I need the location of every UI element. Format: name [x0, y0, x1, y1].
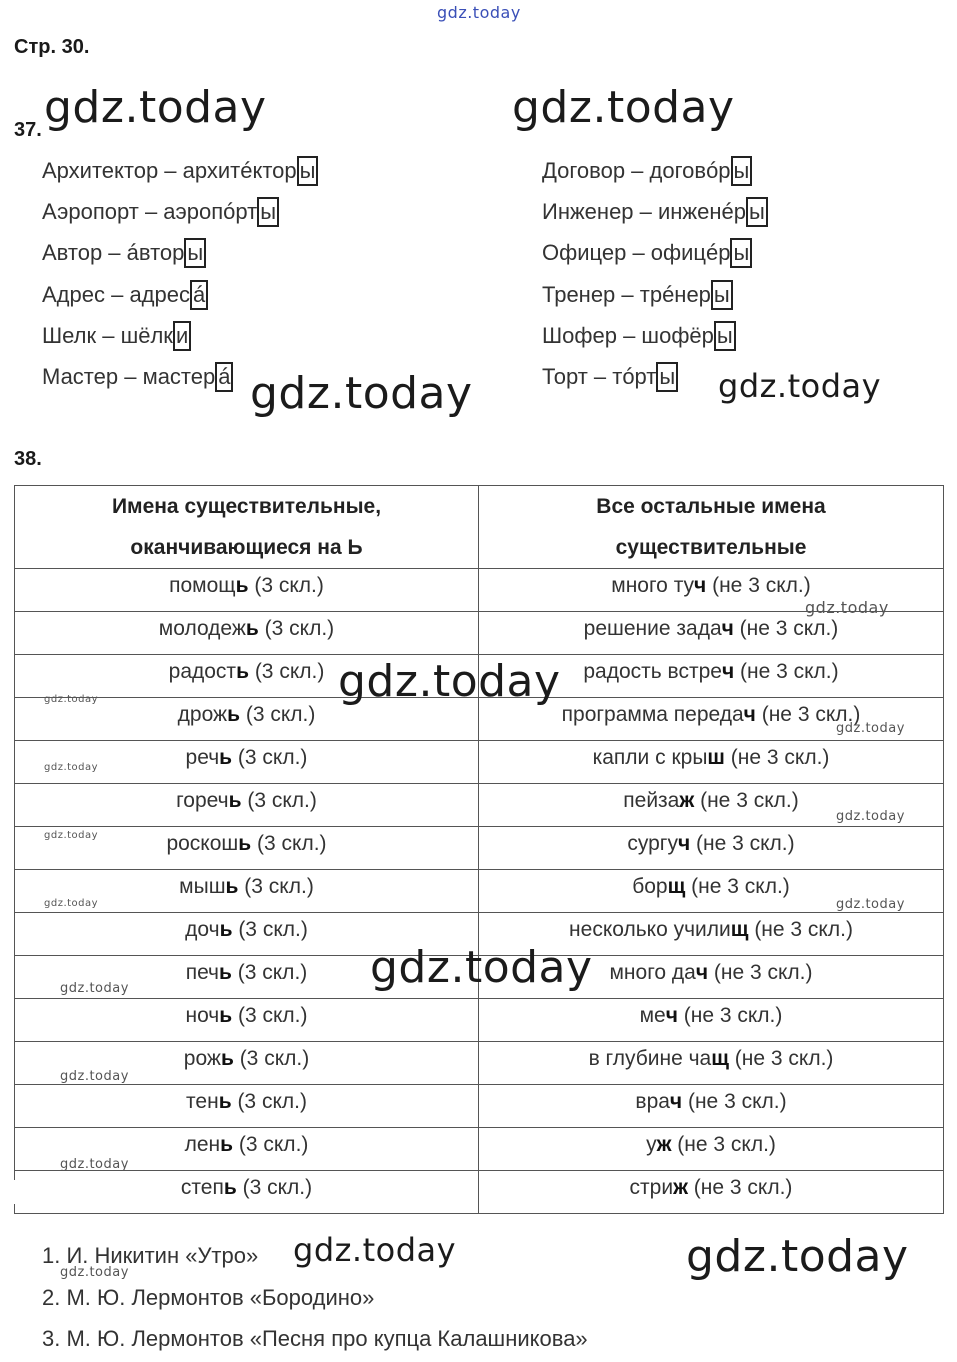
highlighted-letter: ч — [721, 660, 735, 683]
watermark-large: gdz.today — [512, 82, 735, 133]
highlighted-letter: ч — [669, 1090, 683, 1113]
literature-item-1: 1. И. Никитин «Утро» — [42, 1243, 259, 1268]
highlighted-letter: ж — [656, 1133, 672, 1156]
ending-box: á — [215, 362, 233, 392]
highlighted-letter: ь — [219, 918, 233, 941]
cell-text: лен — [184, 1133, 221, 1156]
cell-text: (не 3 скл.) — [690, 832, 795, 855]
table-row — [15, 827, 944, 870]
watermark-large: gdz.today — [250, 368, 473, 419]
cell-text: гореч — [176, 789, 229, 812]
watermark-large: gdz.today — [686, 1231, 909, 1282]
ending-box: ы — [714, 321, 736, 351]
cell-text: много да — [609, 961, 696, 984]
highlighted-letter: щ — [730, 918, 749, 941]
word-pair — [542, 362, 678, 392]
word-pair-text: Офицер – офицéр — [542, 240, 731, 266]
table-row — [15, 1171, 944, 1214]
cell-text: молодеж — [158, 617, 246, 640]
cell-text: (3 скл.) — [248, 574, 324, 597]
highlighted-letter: ч — [677, 832, 691, 855]
watermark-small: gdz.today — [836, 897, 905, 912]
cell-text: много ту — [611, 574, 695, 597]
header-line: оканчивающиеся на Ь — [130, 536, 363, 559]
ending-box: ы — [731, 156, 753, 186]
table-cell — [15, 999, 479, 1042]
cell-text: ме — [639, 1004, 666, 1027]
table-row — [15, 1042, 944, 1085]
highlighted-letter: ь — [219, 746, 233, 769]
cell-text: несколько учили — [569, 918, 731, 941]
table-row — [15, 741, 944, 784]
table-cell — [479, 612, 944, 655]
cell-text: программа переда — [561, 703, 744, 726]
highlighted-letter: ь — [219, 961, 232, 984]
cell-text: радост — [168, 660, 237, 683]
table-cell — [479, 1085, 944, 1128]
column-header-soft-sign — [15, 486, 479, 569]
ending-box: ы — [746, 197, 768, 227]
cell-text: рож — [183, 1047, 221, 1070]
watermark-small: gdz.today — [805, 598, 889, 617]
highlighted-letter: ь — [223, 1176, 237, 1199]
literature-item-3: 3. М. Ю. Лермонтов «Песня про купца Калашникова» — [42, 1326, 588, 1351]
cell-text: (3 скл.) — [231, 961, 308, 984]
cell-text: доч — [185, 918, 220, 941]
highlighted-letter: ь — [218, 1090, 232, 1113]
table-row — [15, 784, 944, 827]
table-row — [15, 1085, 944, 1128]
table-cell — [479, 1042, 944, 1085]
highlighted-letter: ь — [238, 832, 252, 855]
watermark-large: gdz.today — [370, 942, 593, 993]
watermark-tiny: gdz.today — [44, 830, 99, 841]
cell-text: ноч — [185, 1004, 220, 1027]
border-gap — [13, 1180, 135, 1204]
cell-text: (3 скл.) — [251, 832, 327, 855]
header-line: Все остальные имена — [596, 495, 826, 518]
watermark-large: gdz.today — [44, 82, 267, 133]
cell-text: (3 скл.) — [241, 789, 317, 812]
cell-text: сургу — [627, 832, 678, 855]
cell-text: (3 скл.) — [233, 1047, 310, 1070]
watermark-tiny: gdz.today — [60, 981, 129, 996]
cell-text: (3 скл.) — [232, 746, 308, 769]
cell-text: тен — [186, 1090, 219, 1113]
cell-text: (3 скл.) — [248, 660, 325, 683]
word-pair-text: Тренер – трéнер — [542, 281, 711, 307]
highlighted-letter: ь — [235, 574, 249, 597]
page-label: Стр. 30. — [14, 36, 90, 58]
watermark-top: gdz.today — [437, 3, 521, 22]
highlighted-letter: ж — [679, 789, 695, 812]
cell-text: степ — [180, 1176, 224, 1199]
word-pair-text: Договор – договóр — [542, 158, 731, 183]
table-row — [15, 612, 944, 655]
table-header-row — [15, 486, 944, 569]
table-cell — [15, 784, 479, 827]
highlighted-letter: ь — [236, 660, 249, 683]
highlighted-letter: ж — [673, 1176, 688, 1199]
word-pair-text: Аэропорт – аэропóрт — [42, 199, 258, 225]
word-pair-text: Торт – тóрт — [542, 364, 657, 389]
cell-text: (3 скл.) — [232, 918, 308, 941]
word-pair — [542, 321, 736, 351]
cell-text: (3 скл.) — [238, 875, 314, 898]
highlighted-letter: ь — [227, 703, 240, 726]
cell-text: (3 скл.) — [231, 1090, 307, 1113]
exercise-37-number: 37. — [14, 119, 42, 141]
ending-box: ы — [656, 362, 678, 392]
ending-box: ы — [184, 238, 206, 268]
cell-text: роскош — [166, 832, 239, 855]
column-header-other — [479, 486, 944, 569]
table-cell — [15, 1085, 479, 1128]
table-cell — [479, 1128, 944, 1171]
cell-text: (не 3 скл.) — [687, 1176, 793, 1199]
cell-text: (не 3 скл.) — [708, 961, 813, 984]
word-pair-text: Архитектор – архитéктор — [42, 158, 297, 183]
table-cell — [15, 612, 479, 655]
highlighted-letter: щ — [667, 875, 686, 898]
cell-text: решение зада — [583, 617, 722, 640]
word-pair-text: Мастер – мастер — [42, 364, 216, 389]
highlighted-letter: ч — [695, 961, 709, 984]
watermark-small: gdz.today — [836, 809, 905, 824]
cell-text: вра — [635, 1090, 670, 1113]
watermark-large: gdz.today — [338, 656, 561, 707]
table-row — [15, 999, 944, 1042]
highlighted-letter: щ — [711, 1047, 729, 1070]
watermark-tiny: gdz.today — [60, 1069, 129, 1084]
highlighted-letter: ч — [743, 703, 756, 726]
watermark-tiny: gdz.today — [44, 694, 99, 705]
table-row — [15, 1128, 944, 1171]
cell-text: (3 скл.) — [232, 1004, 308, 1027]
word-pair-text: Адрес – адрес — [42, 281, 190, 307]
highlighted-letter: ь — [245, 617, 259, 640]
header-line: существительные — [615, 536, 807, 559]
highlighted-letter: ь — [228, 789, 242, 812]
ending-box: ы — [257, 197, 279, 227]
cell-text: бор — [632, 875, 668, 898]
cell-text: радость встре — [583, 660, 722, 683]
cell-text: (не 3 скл.) — [685, 875, 790, 898]
cell-text: у — [646, 1133, 657, 1156]
cell-text: (не 3 скл.) — [755, 703, 861, 726]
word-pair-text: Шелк – шёлк — [42, 322, 173, 348]
cell-text: пейза — [623, 789, 680, 812]
cell-text: (не 3 скл.) — [748, 918, 853, 941]
cell-text: (3 скл.) — [240, 703, 316, 726]
cell-text: (не 3 скл.) — [733, 617, 839, 640]
watermark-tiny: gdz.today — [44, 898, 99, 909]
word-pair — [42, 321, 191, 351]
ending-box: ы — [711, 280, 733, 310]
cell-text: (3 скл.) — [233, 1133, 309, 1156]
table-cell — [15, 569, 479, 612]
word-pair — [542, 280, 733, 310]
header-line: Имена существительные, — [111, 495, 382, 518]
ending-box: и — [173, 321, 191, 351]
word-pair-text: Шофер – шофёр — [542, 322, 714, 348]
highlighted-letter: ь — [220, 1133, 234, 1156]
word-pair — [42, 362, 233, 392]
exercise-38-number: 38. — [14, 448, 42, 470]
ending-box: ы — [730, 238, 752, 268]
cell-text: (не 3 скл.) — [734, 660, 839, 683]
word-pair — [42, 197, 279, 227]
table-cell — [479, 1171, 944, 1214]
word-pair — [42, 238, 206, 268]
watermark-tiny: gdz.today — [60, 1265, 129, 1280]
word-pair — [42, 280, 208, 310]
word-pair — [542, 197, 768, 227]
cell-text: (не 3 скл.) — [682, 1090, 787, 1113]
cell-text: (не 3 скл.) — [706, 574, 811, 597]
highlighted-letter: ч — [665, 1004, 678, 1027]
cell-text: мыш — [179, 875, 226, 898]
cell-text: дрож — [177, 703, 228, 726]
literature-item-2: 2. М. Ю. Лермонтов «Бородино» — [42, 1285, 375, 1310]
watermark-tiny: gdz.today — [44, 762, 99, 773]
table-cell — [479, 827, 944, 870]
cell-text: печ — [185, 961, 219, 984]
cell-text: капли с кры — [592, 746, 708, 769]
table-cell — [479, 999, 944, 1042]
ending-box: á — [190, 280, 208, 310]
word-pair — [542, 156, 752, 186]
cell-text: в глубине ча — [588, 1047, 712, 1070]
highlighted-letter: ь — [225, 875, 239, 898]
declension-table — [14, 485, 944, 1214]
cell-text: стри — [629, 1176, 674, 1199]
watermark-small: gdz.today — [836, 721, 905, 736]
highlighted-letter: ш — [707, 746, 725, 769]
word-pair — [42, 156, 318, 186]
word-pair — [542, 238, 752, 268]
cell-text: (не 3 скл.) — [671, 1133, 776, 1156]
word-pair-text: Автор – áвтор — [42, 240, 185, 266]
cell-text: (не 3 скл.) — [677, 1004, 783, 1027]
ending-box: ы — [297, 156, 319, 186]
cell-text: помощ — [169, 574, 236, 597]
highlighted-letter: ч — [694, 574, 707, 597]
watermark-medium: gdz.today — [718, 367, 882, 405]
word-pair-text: Инженер – инженéр — [542, 199, 747, 225]
highlighted-letter: ч — [721, 617, 734, 640]
table-row — [15, 870, 944, 913]
table-cell — [479, 741, 944, 784]
watermark-tiny: gdz.today — [60, 1157, 129, 1172]
cell-text: реч — [185, 746, 220, 769]
cell-text: (не 3 скл.) — [728, 1047, 834, 1070]
cell-text: (3 скл.) — [258, 617, 335, 640]
highlighted-letter: ь — [219, 1004, 233, 1027]
watermark-medium: gdz.today — [293, 1231, 457, 1269]
highlighted-letter: ь — [220, 1047, 234, 1070]
cell-text: (не 3 скл.) — [724, 746, 830, 769]
cell-text: (не 3 скл.) — [694, 789, 799, 812]
cell-text: (3 скл.) — [236, 1176, 313, 1199]
